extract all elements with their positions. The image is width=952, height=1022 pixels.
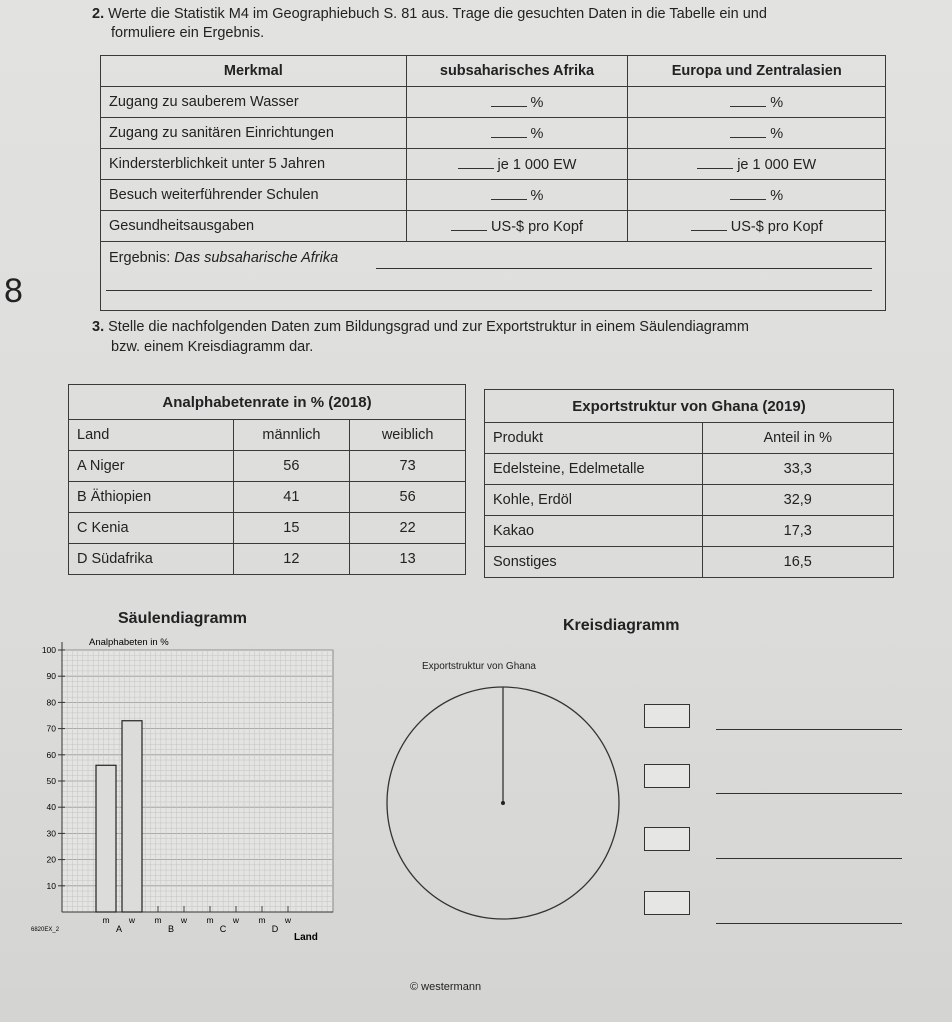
input-cell[interactable]: % — [406, 87, 628, 118]
bar-chart[interactable] — [0, 630, 360, 950]
category-label: C — [219, 924, 227, 934]
table-row: A Niger 56 73 — [69, 451, 466, 482]
legend-box[interactable] — [644, 827, 690, 851]
y-tick-label: 30 — [46, 828, 56, 839]
legend-answer-line[interactable] — [716, 729, 902, 730]
table-row: Gesundheitsausgaben US-$ pro Kopf US-$ pro Kopf — [101, 211, 886, 242]
bar-A-w[interactable] — [122, 721, 142, 912]
pie-chart[interactable] — [380, 680, 630, 930]
sub-label-w: w — [232, 915, 240, 925]
y-tick-label: 50 — [46, 776, 56, 786]
input-cell[interactable]: je 1 000 EW — [628, 149, 886, 180]
table-task2 — [100, 55, 886, 311]
legend-box[interactable] — [644, 704, 690, 728]
answer-line[interactable] — [376, 268, 872, 269]
table-row: Besuch weiterführender Schulen % % — [101, 180, 886, 211]
figure-code: 6820EX_2 — [31, 927, 60, 933]
task2-heading-cont: formuliere ein Ergebnis. — [111, 25, 265, 41]
footer-copyright: © westermann — [410, 981, 482, 993]
col-merkmal: Merkmal — [101, 56, 407, 87]
input-cell[interactable]: % — [628, 118, 886, 149]
input-cell[interactable]: % — [628, 87, 886, 118]
legend-answer-line[interactable] — [716, 923, 902, 924]
bar-A-m[interactable] — [96, 765, 116, 912]
legend-box[interactable] — [644, 764, 690, 788]
task3-heading-cont: bzw. einem Kreisdiagramm dar. — [111, 339, 314, 355]
pie-section-title: Kreisdiagramm — [563, 617, 680, 634]
literacy-title: Analphabetenrate in % (2018) — [69, 385, 466, 420]
y-tick-label: 80 — [46, 697, 56, 708]
table-row: B Äthiopien 41 56 — [69, 482, 466, 513]
input-cell[interactable]: % — [406, 118, 628, 149]
table-row: Edelsteine, Edelmetalle 33,3 — [485, 454, 894, 485]
pie-center-dot — [501, 801, 505, 805]
y-tick-label: 90 — [46, 671, 56, 682]
table-row: Sonstiges 16,5 — [485, 547, 894, 578]
y-tick-label: 60 — [46, 749, 56, 760]
y-tick-label: 70 — [46, 723, 56, 734]
input-cell[interactable]: % — [628, 180, 886, 211]
input-cell[interactable]: US-$ pro Kopf — [406, 211, 628, 242]
task3-heading: 3. Stelle die nachfolgenden Daten zum Bildungsgrad und zur Exportstruktur in einem Säulendiagramm — [92, 319, 749, 335]
table-row: D Südafrika 12 13 — [69, 544, 466, 575]
legend-answer-line[interactable] — [716, 793, 902, 794]
table-row: C Kenia 15 22 — [69, 513, 466, 544]
input-cell[interactable]: % — [406, 180, 628, 211]
table-row: Kohle, Erdöl 32,9 — [485, 485, 894, 516]
table-row: Kakao 17,3 — [485, 516, 894, 547]
table-row: Zugang zu sanitären Einrichtungen % % — [101, 118, 886, 149]
legend-box[interactable] — [644, 891, 690, 915]
category-label: A — [115, 924, 123, 934]
export-title: Exportstruktur von Ghana (2019) — [485, 390, 894, 423]
pie-chart-title: Exportstruktur von Ghana — [422, 661, 536, 672]
sub-label-m: m — [154, 915, 162, 925]
table-literacy: Analphabetenrate in % (2018) Land männlich weiblich A Niger 56 73 B Äthiopien 41 56 C Kenia 15 22 D Südafrika 12 13 — [68, 384, 466, 575]
input-cell[interactable]: je 1 000 EW — [406, 149, 628, 180]
table-row: Kindersterblichkeit unter 5 Jahren je 1 000 EW je 1 000 EW — [101, 149, 886, 180]
bar-chart-ylabel: Analphabeten in % — [89, 637, 169, 648]
category-label: B — [167, 924, 175, 934]
result-cell[interactable]: Ergebnis: Das subsaharische Afrika — [101, 242, 886, 311]
input-cell[interactable]: US-$ pro Kopf — [628, 211, 886, 242]
sub-label-w: w — [180, 915, 188, 925]
sub-label-m: m — [258, 915, 266, 925]
sub-label-w: w — [284, 915, 292, 925]
table-row: Zugang zu sauberem Wasser % % — [101, 87, 886, 118]
bar-section-title: Säulendiagramm — [118, 610, 247, 627]
y-tick-label: 40 — [46, 802, 56, 813]
bar-chart-xlabel: Land — [294, 932, 318, 943]
side-number: 8 — [4, 272, 23, 310]
legend-answer-line[interactable] — [716, 858, 902, 859]
sub-label-m: m — [206, 915, 214, 925]
y-tick-label: 20 — [46, 854, 56, 865]
col-europa: Europa und Zentralasien — [628, 56, 886, 87]
answer-line[interactable] — [106, 290, 872, 291]
col-afrika: subsaharisches Afrika — [406, 56, 628, 87]
sub-label-m: m — [102, 915, 110, 925]
sub-label-w: w — [128, 915, 136, 925]
y-tick-label: 100 — [41, 645, 56, 655]
category-label: D — [271, 924, 279, 934]
task2-heading: 2. Werte die Statistik M4 im Geographiebuch S. 81 aus. Trage die gesuchten Daten in die Tabelle ein und — [92, 6, 767, 22]
y-tick-label: 10 — [46, 880, 56, 891]
table-export: Exportstruktur von Ghana (2019) Produkt Anteil in % Edelsteine, Edelmetalle 33,3 Kohle, Erdöl 32,9 Kakao 17,3 Sonstiges 16,5 — [484, 389, 894, 578]
